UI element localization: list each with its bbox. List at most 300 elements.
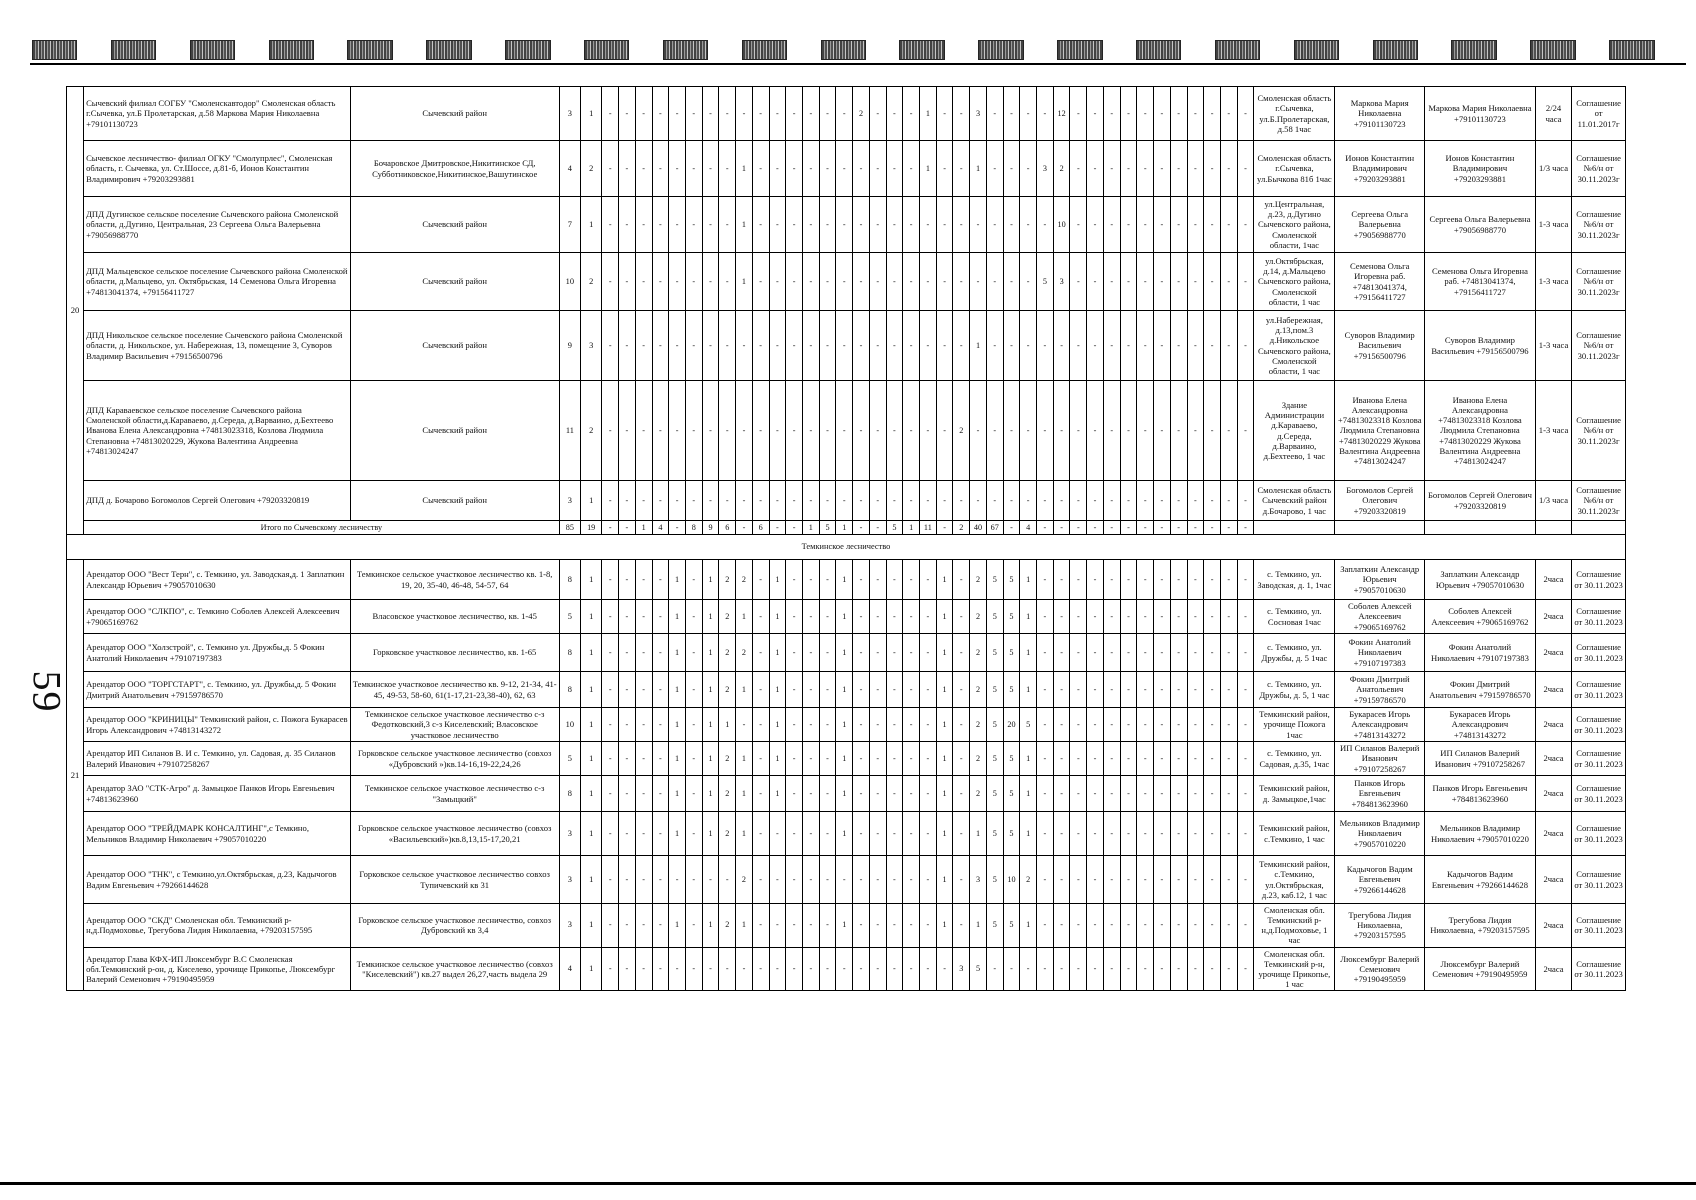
resource-count-cell: -	[1237, 87, 1254, 141]
resource-count-cell: -	[702, 197, 719, 253]
resource-count-cell: -	[886, 481, 903, 521]
gathering-place-cell: Смоленская обл. Темкинский р-н, урочище Прикопье, 1 час	[1254, 947, 1335, 991]
resource-count-cell: -	[1120, 381, 1137, 481]
resource-count-cell: -	[1237, 634, 1254, 672]
resource-count-cell: -	[602, 481, 619, 521]
resource-count-cell: -	[1053, 947, 1070, 991]
resource-count-cell: -	[1204, 708, 1221, 742]
resource-count-cell: -	[819, 708, 836, 742]
resource-count-cell: -	[1154, 311, 1171, 381]
resource-count-cell: -	[1220, 856, 1237, 904]
resource-count-cell: -	[719, 141, 736, 197]
resource-count-cell: -	[869, 481, 886, 521]
responsible-person-cell: Мельников Владимир Николаевич +79057010220	[1335, 812, 1425, 856]
resource-count-cell: -	[920, 708, 937, 742]
resource-count-cell: -	[819, 856, 836, 904]
resource-count-cell: -	[1120, 904, 1137, 948]
contact-person-cell: Панков Игорь Евгеньевич +784813623960	[1425, 776, 1536, 812]
resource-count-cell: -	[602, 253, 619, 311]
contact-person-cell: Кадычогов Вадим Евгеньевич +79266144628	[1425, 856, 1536, 904]
resource-count-cell: -	[736, 708, 753, 742]
resource-count-cell: 1	[836, 560, 853, 600]
resource-count-cell: -	[953, 708, 970, 742]
resource-count-cell: -	[886, 672, 903, 708]
resource-count-cell: -	[752, 856, 769, 904]
resource-count-cell: -	[869, 856, 886, 904]
resource-count-cell: -	[1037, 600, 1054, 634]
responsible-person-cell: Иванова Елена Александровна +74813023318 Козлова Людмила Степановна +74813020229 Жукова Валентина Андреевна +74813024247	[1335, 381, 1425, 481]
staff-count-cell: 11	[559, 381, 580, 481]
resource-count-cell: -	[970, 481, 987, 521]
resource-count-cell: -	[853, 776, 870, 812]
organization-cell: Арендатор ООО "Холзстрой", с. Темкино ул. Дружбы,д. 5 Фокин Анатолий Николаевич +79107197383	[84, 634, 351, 672]
resource-count-cell: -	[635, 253, 652, 311]
resource-count-cell: -	[1154, 904, 1171, 948]
resource-count-cell: -	[1120, 672, 1137, 708]
resource-count-cell: -	[886, 560, 903, 600]
resource-count-cell: -	[619, 560, 636, 600]
resource-count-cell: -	[769, 381, 786, 481]
resource-count-cell: 1	[769, 708, 786, 742]
total-resource-cell: -	[1120, 521, 1137, 535]
area-cell: Бочаровское Дмитровское,Никитинское СД, Субботниковское,Никитинское,Вашутинское	[350, 141, 559, 197]
readiness-time-cell: 2часа	[1535, 600, 1571, 634]
resource-count-cell: -	[752, 708, 769, 742]
resource-count-cell: 1	[1020, 560, 1037, 600]
agreement-cell: Соглашение №6/н от 30.11.2023г	[1572, 311, 1626, 381]
resource-count-cell: -	[1204, 141, 1221, 197]
resource-count-cell: -	[986, 481, 1003, 521]
resource-count-cell: -	[1237, 812, 1254, 856]
resource-count-cell: -	[802, 776, 819, 812]
resource-count-cell: -	[1187, 708, 1204, 742]
table-row	[67, 311, 1626, 381]
resource-count-cell: -	[1003, 141, 1020, 197]
resource-count-cell: 2	[1020, 856, 1037, 904]
header-strip-cell	[1609, 40, 1654, 60]
resource-count-cell: -	[669, 253, 686, 311]
responsible-person-cell: Суворов Владимир Васильевич +79156500796	[1335, 311, 1425, 381]
resource-count-cell: 1	[936, 742, 953, 776]
resource-count-cell: -	[1020, 481, 1037, 521]
resource-count-cell: -	[1020, 311, 1037, 381]
resource-count-cell: -	[1103, 856, 1120, 904]
total-resource-cell: 8	[685, 521, 702, 535]
agreement-cell: Соглашение №6/н от 30.11.2023г	[1572, 381, 1626, 481]
gathering-place-cell: Смоленская обл. Темкинский р-н,д.Подмоховье, 1 час	[1254, 904, 1335, 948]
resource-count-cell: -	[1087, 708, 1104, 742]
resource-count-cell: -	[752, 947, 769, 991]
resource-count-cell: 1	[669, 776, 686, 812]
resource-count-cell: -	[986, 197, 1003, 253]
gathering-place-cell: с. Темкино, ул. Дружбы, д. 5 1час	[1254, 634, 1335, 672]
resource-count-cell: -	[1020, 141, 1037, 197]
bottom-rule	[0, 1182, 1696, 1185]
resource-count-cell: -	[1220, 672, 1237, 708]
area-cell: Сычевский район	[350, 253, 559, 311]
section-title: Темкинское лесничество	[67, 535, 1626, 560]
readiness-time-cell: 2/24 часа	[1535, 87, 1571, 141]
resource-count-cell: -	[869, 311, 886, 381]
resource-count-cell: -	[685, 634, 702, 672]
resource-count-cell: -	[903, 856, 920, 904]
resource-count-cell: -	[1220, 708, 1237, 742]
resource-count-cell: -	[869, 742, 886, 776]
total-resource-cell: 2	[953, 521, 970, 535]
resource-count-cell: -	[786, 708, 803, 742]
resource-count-cell: -	[1237, 776, 1254, 812]
resource-count-cell: 1	[719, 708, 736, 742]
organization-cell: ДПД Дугинское сельское поселение Сычевского района Смоленской области, д.Дугино, Центральная, 23 Сергеева Ольга Валерьевна +79056988770	[84, 197, 351, 253]
resource-count-cell: -	[1087, 904, 1104, 948]
table-row	[67, 634, 1626, 672]
resource-count-cell: -	[619, 381, 636, 481]
resource-count-cell: -	[886, 708, 903, 742]
resource-count-cell: -	[619, 481, 636, 521]
gathering-place-cell: с. Темкино, ул. Сосновая 1час	[1254, 600, 1335, 634]
resource-count-cell: -	[1037, 812, 1054, 856]
equipment-count-cell: 1	[581, 776, 602, 812]
area-cell: Сычевский район	[350, 197, 559, 253]
resource-count-cell: -	[853, 947, 870, 991]
resource-count-cell: -	[1170, 560, 1187, 600]
resource-count-cell: 3	[970, 856, 987, 904]
resource-count-cell: 2	[719, 904, 736, 948]
resource-count-cell: -	[1120, 600, 1137, 634]
resource-count-cell: -	[1037, 87, 1054, 141]
resource-count-cell: 2	[736, 560, 753, 600]
resource-count-cell: 2	[719, 776, 736, 812]
resource-count-cell: -	[752, 904, 769, 948]
resource-count-cell: -	[1237, 197, 1254, 253]
header-strip-cell	[1373, 40, 1418, 60]
resource-count-cell: -	[652, 600, 669, 634]
header-strip-cell	[190, 40, 235, 60]
resource-count-cell: -	[702, 947, 719, 991]
contact-person-cell: Заплаткин Александр Юрьевич +79057010630	[1425, 560, 1536, 600]
resource-count-cell: 1	[702, 708, 719, 742]
responsible-person-cell: Соболев Алексей Алексеевич +79065169762	[1335, 600, 1425, 634]
resource-count-cell: -	[602, 634, 619, 672]
resource-count-cell: -	[685, 904, 702, 948]
resource-count-cell: -	[635, 776, 652, 812]
resource-count-cell: 1	[936, 812, 953, 856]
readiness-time-cell: 2часа	[1535, 776, 1571, 812]
resource-count-cell: -	[619, 634, 636, 672]
resource-count-cell: -	[1020, 253, 1037, 311]
resource-count-cell: -	[1187, 812, 1204, 856]
gathering-place-cell: Смоленская область Сычевский район д.Бочарово, 1 час	[1254, 481, 1335, 521]
resource-count-cell: -	[986, 381, 1003, 481]
area-cell: Сычевский район	[350, 311, 559, 381]
total-resource-cell: -	[853, 521, 870, 535]
resource-count-cell: -	[685, 481, 702, 521]
total-resource-cell: -	[1170, 521, 1187, 535]
resource-count-cell: 12	[1053, 87, 1070, 141]
total-resource-cell: 4	[652, 521, 669, 535]
total-resource-cell: -	[619, 521, 636, 535]
header-strip-cell	[426, 40, 471, 60]
total-resource-cell: 4	[1020, 521, 1037, 535]
equipment-count-cell: 1	[581, 812, 602, 856]
resource-count-cell: -	[1053, 776, 1070, 812]
resource-count-cell: -	[1053, 904, 1070, 948]
resource-count-cell: -	[619, 856, 636, 904]
resource-count-cell: -	[1154, 708, 1171, 742]
contact-person-cell: ИП Силанов Валерий Иванович +79107258267	[1425, 742, 1536, 776]
resource-count-cell: -	[920, 672, 937, 708]
agreement-cell: Соглашение от 30.11.2023	[1572, 776, 1626, 812]
resource-count-cell: -	[635, 904, 652, 948]
resource-count-cell: -	[719, 253, 736, 311]
organization-cell: Арендатор ООО "Вест Терн", с. Темкино, ул. Заводская,д. 1 Заплаткин Александр Юрьевич +79057010630	[84, 560, 351, 600]
resource-count-cell: -	[1087, 481, 1104, 521]
resource-count-cell: -	[1037, 776, 1054, 812]
resource-count-cell: -	[1087, 87, 1104, 141]
resource-count-cell: -	[702, 856, 719, 904]
resource-count-cell: -	[1103, 947, 1120, 991]
resource-count-cell: -	[619, 600, 636, 634]
resource-count-cell: -	[652, 904, 669, 948]
resource-count-cell: -	[769, 311, 786, 381]
contact-person-cell: Суворов Владимир Васильевич +79156500796	[1425, 311, 1536, 381]
total-resource-cell: -	[1137, 521, 1154, 535]
resource-count-cell: -	[619, 311, 636, 381]
contact-person-cell: Сергеева Ольга Валерьевна +79056988770	[1425, 197, 1536, 253]
resource-count-cell: 5	[1003, 742, 1020, 776]
table-row	[67, 742, 1626, 776]
resource-count-cell: -	[602, 904, 619, 948]
resource-count-cell: -	[802, 600, 819, 634]
readiness-time-cell: 2часа	[1535, 708, 1571, 742]
resource-count-cell: -	[1087, 812, 1104, 856]
section-header-row	[67, 535, 1626, 560]
resource-count-cell: -	[903, 381, 920, 481]
resource-count-cell: -	[1003, 311, 1020, 381]
readiness-time-cell: 1-3 часа	[1535, 253, 1571, 311]
resource-count-cell: -	[886, 742, 903, 776]
resource-count-cell: 1	[936, 856, 953, 904]
resource-count-cell: 5	[1020, 708, 1037, 742]
resource-count-cell: -	[752, 560, 769, 600]
resource-count-cell: -	[1020, 87, 1037, 141]
resource-count-cell: 5	[1003, 600, 1020, 634]
equipment-count-cell: 1	[581, 856, 602, 904]
total-resource-cell: -	[1204, 521, 1221, 535]
resource-count-cell: -	[903, 197, 920, 253]
responsible-person-cell: Ионов Константин Владимирович +79203293881	[1335, 141, 1425, 197]
resource-count-cell: -	[1220, 812, 1237, 856]
resource-count-cell: -	[802, 634, 819, 672]
resource-count-cell: -	[1070, 560, 1087, 600]
resource-count-cell: -	[920, 742, 937, 776]
resource-count-cell: -	[685, 311, 702, 381]
responsible-person-cell: Трегубова Лидия Николаевна, +79203157595	[1335, 904, 1425, 948]
resource-count-cell: -	[1137, 708, 1154, 742]
resource-count-cell: -	[1187, 600, 1204, 634]
resource-count-cell: 2	[736, 856, 753, 904]
resource-count-cell: -	[1087, 600, 1104, 634]
resource-count-cell: -	[886, 197, 903, 253]
resource-count-cell: -	[786, 197, 803, 253]
table-row	[67, 253, 1626, 311]
resource-count-cell: -	[986, 87, 1003, 141]
agreement-cell: Соглашение от 30.11.2023	[1572, 600, 1626, 634]
table-row	[67, 904, 1626, 948]
resource-count-cell: 1	[1020, 672, 1037, 708]
contact-person-cell: Иванова Елена Александровна +74813023318 Козлова Людмила Степановна +74813020229 Жукова Валентина Андреевна +74813024247	[1425, 381, 1536, 481]
resource-count-cell: -	[1237, 560, 1254, 600]
gathering-place-cell: Здание Администрации д.Караваево, д.Середа, д.Варваино, д.Бехтеево, 1 час	[1254, 381, 1335, 481]
resource-count-cell: -	[1053, 311, 1070, 381]
resource-count-cell: -	[802, 197, 819, 253]
total-resource-cell: 11	[920, 521, 937, 535]
total-resource-cell: 40	[970, 521, 987, 535]
readiness-time-cell: 1-3 часа	[1535, 311, 1571, 381]
resource-count-cell: -	[1187, 560, 1204, 600]
resource-count-cell: -	[752, 197, 769, 253]
total-empty-cell	[1535, 521, 1571, 535]
agreement-cell: Соглашение №6/н от 30.11.2023г	[1572, 141, 1626, 197]
staff-count-cell: 8	[559, 634, 580, 672]
resource-count-cell: -	[669, 856, 686, 904]
resource-count-cell: -	[886, 600, 903, 634]
resource-count-cell: -	[802, 253, 819, 311]
resource-count-cell: -	[1204, 560, 1221, 600]
resource-count-cell: 1	[1020, 600, 1037, 634]
resource-count-cell: -	[903, 87, 920, 141]
resource-count-cell: -	[1103, 672, 1120, 708]
resource-count-cell: -	[802, 87, 819, 141]
resource-count-cell: -	[853, 708, 870, 742]
resource-count-cell: -	[619, 708, 636, 742]
resource-count-cell: -	[719, 311, 736, 381]
resource-count-cell: -	[652, 197, 669, 253]
resource-count-cell: -	[619, 904, 636, 948]
organization-cell: Арендатор ООО "ТНК", с Темкино,ул.Октябрьская, д.23, Кадычогов Вадим Евгеньевич +79266144628	[84, 856, 351, 904]
contact-person-cell: Букарасев Игорь Александрович +74813143272	[1425, 708, 1536, 742]
resource-count-cell: -	[1103, 776, 1120, 812]
resource-count-cell: -	[1087, 197, 1104, 253]
resource-count-cell: -	[1170, 776, 1187, 812]
resource-count-cell: -	[1037, 197, 1054, 253]
table-row	[67, 856, 1626, 904]
resource-count-cell: -	[769, 947, 786, 991]
resource-count-cell: -	[602, 672, 619, 708]
resource-count-cell: -	[769, 87, 786, 141]
resource-count-cell: -	[1170, 904, 1187, 948]
resource-count-cell: -	[1204, 311, 1221, 381]
contact-person-cell: Ионов Константин Владимирович +79203293881	[1425, 141, 1536, 197]
resource-count-cell: -	[1204, 776, 1221, 812]
resource-count-cell: -	[1220, 197, 1237, 253]
staff-count-cell: 7	[559, 197, 580, 253]
resource-count-cell: -	[819, 253, 836, 311]
resource-count-cell: 1	[669, 672, 686, 708]
resource-count-cell: -	[652, 311, 669, 381]
total-resource-cell: -	[869, 521, 886, 535]
resource-count-cell: -	[685, 672, 702, 708]
resource-count-cell: 1	[970, 904, 987, 948]
resource-count-cell: 1	[702, 904, 719, 948]
resource-count-cell: -	[819, 141, 836, 197]
resource-count-cell: -	[886, 311, 903, 381]
resource-count-cell: 1	[736, 812, 753, 856]
organization-cell: Арендатор ООО "СЛКПО", с. Темкино Соболев Алексей Алексеевич +79065169762	[84, 600, 351, 634]
resource-count-cell: -	[1154, 381, 1171, 481]
resource-count-cell: -	[869, 600, 886, 634]
resource-count-cell: -	[920, 197, 937, 253]
resource-count-cell: -	[786, 947, 803, 991]
resource-count-cell: -	[886, 904, 903, 948]
organization-cell: Арендатор ООО "ТОРГСТАРТ", с. Темкино, ул. Дружбы,д. 5 Фокин Дмитрий Анатольевич +79159786570	[84, 672, 351, 708]
resource-count-cell: -	[602, 856, 619, 904]
resource-count-cell: -	[619, 947, 636, 991]
resource-count-cell: -	[669, 141, 686, 197]
resource-count-cell: -	[819, 634, 836, 672]
area-cell: Темкинское сельское участковое лесничество кв. 1-8, 19, 20, 35-40, 46-48, 54-57, 64	[350, 560, 559, 600]
resource-count-cell: -	[920, 812, 937, 856]
resource-count-cell: -	[1137, 560, 1154, 600]
resource-count-cell: 1	[669, 560, 686, 600]
resource-count-cell: 20	[1003, 708, 1020, 742]
responsible-person-cell: Букарасев Игорь Александрович +74813143272	[1335, 708, 1425, 742]
resource-count-cell: 2	[970, 776, 987, 812]
resource-count-cell: -	[1070, 672, 1087, 708]
gathering-place-cell: Смоленская область г.Сычевка, ул.Б.Пролетарская, д.58 1час	[1254, 87, 1335, 141]
staff-count-cell: 3	[559, 856, 580, 904]
resource-count-cell: 1	[970, 311, 987, 381]
resource-count-cell: 1	[1020, 904, 1037, 948]
resource-count-cell: -	[1204, 197, 1221, 253]
resource-count-cell: 5	[1037, 253, 1054, 311]
resource-count-cell: -	[1120, 560, 1137, 600]
resource-count-cell: -	[920, 947, 937, 991]
resource-count-cell: -	[920, 776, 937, 812]
total-resource-cell: -	[1087, 521, 1104, 535]
resource-count-cell: -	[953, 672, 970, 708]
resource-count-cell: -	[635, 381, 652, 481]
resource-count-cell: -	[970, 381, 987, 481]
resource-count-cell: -	[602, 600, 619, 634]
resource-count-cell: -	[1154, 672, 1171, 708]
resource-count-cell: -	[1003, 87, 1020, 141]
resource-count-cell: 1	[736, 197, 753, 253]
resource-count-cell: -	[836, 253, 853, 311]
resource-count-cell: -	[936, 141, 953, 197]
resource-count-cell: -	[602, 87, 619, 141]
resource-count-cell: -	[719, 197, 736, 253]
total-empty-cell	[1335, 521, 1425, 535]
resource-count-cell: -	[1154, 742, 1171, 776]
resource-count-cell: -	[1237, 947, 1254, 991]
resource-count-cell: -	[802, 708, 819, 742]
resource-count-cell: -	[853, 481, 870, 521]
resource-count-cell: 1	[669, 634, 686, 672]
resource-count-cell: -	[685, 947, 702, 991]
resource-count-cell: -	[1220, 481, 1237, 521]
responsible-person-cell: Кадычогов Вадим Евгеньевич +79266144628	[1335, 856, 1425, 904]
resource-count-cell: -	[1070, 481, 1087, 521]
resource-count-cell: -	[1137, 812, 1154, 856]
resource-count-cell: -	[752, 672, 769, 708]
resource-count-cell: -	[1120, 87, 1137, 141]
resource-count-cell: -	[1187, 87, 1204, 141]
organization-cell: Арендатор ИП Силанов В. И с. Темкино, ул. Садовая, д. 35 Силанов Валерий Иванович +79107258267	[84, 742, 351, 776]
resource-count-cell: -	[1070, 776, 1087, 812]
resource-count-cell: -	[1204, 904, 1221, 948]
resource-count-cell: -	[1103, 600, 1120, 634]
